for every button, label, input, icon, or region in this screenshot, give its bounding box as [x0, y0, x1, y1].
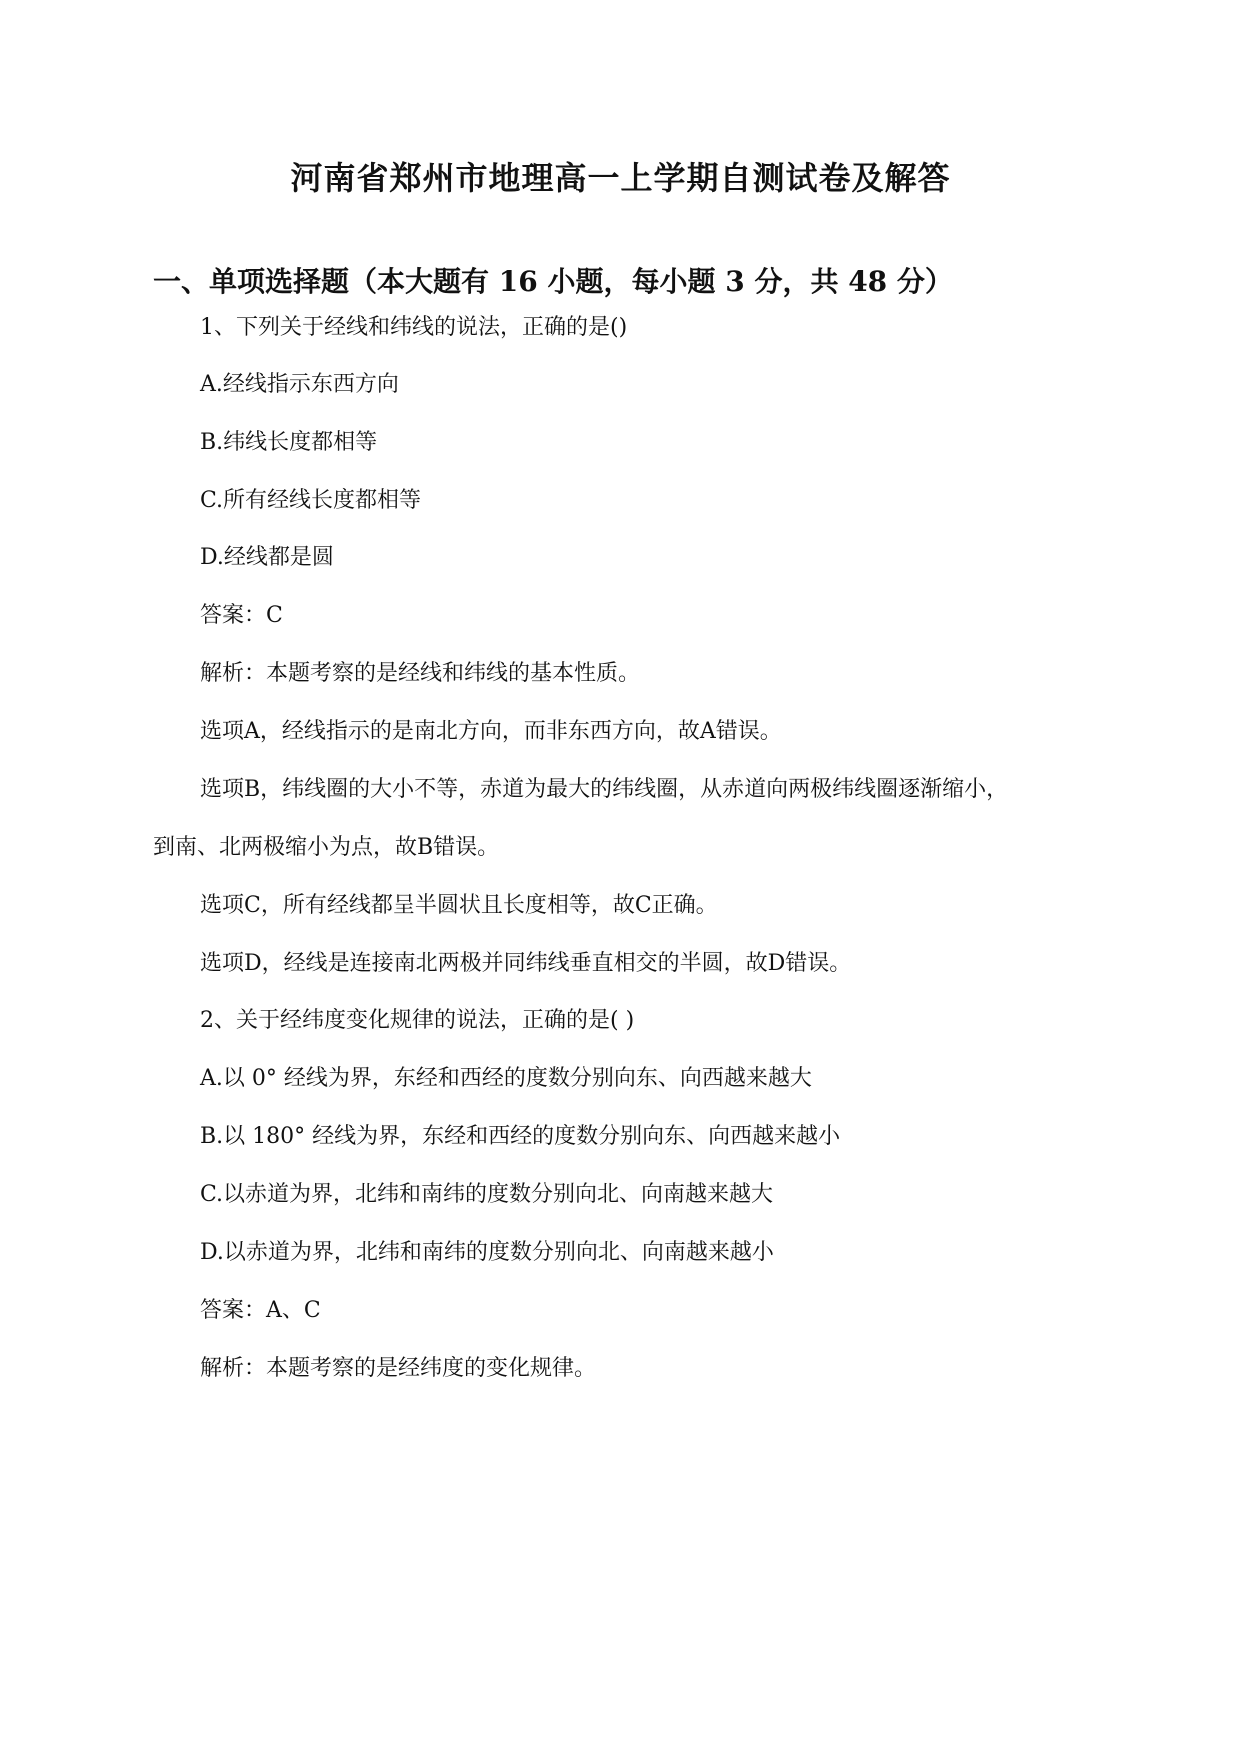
question-1-stem: 1、下列关于经线和纬线的说法，正确的是() [200, 315, 628, 340]
question-1-answer: 答案：C [200, 603, 283, 628]
question-2-stem: 2、关于经纬度变化规律的说法，正确的是( ) [200, 1008, 635, 1033]
document-title: 河南省郑州市地理高一上学期自测试卷及解答 [290, 159, 951, 197]
question-1-analysis: 解析：本题考察的是经线和纬线的基本性质。 [200, 661, 641, 686]
question-1-explain-c: 选项C，所有经线都呈半圆状且长度相等，故C正确。 [200, 893, 718, 918]
question-1-option-d: D.经线都是圆 [200, 545, 334, 570]
question-2-analysis: 解析：本题考察的是经纬度的变化规律。 [200, 1356, 597, 1381]
question-1-option-b: B.纬线长度都相等 [200, 430, 378, 455]
question-2-option-c: C.以赤道为界，北纬和南纬的度数分别向北、向南越来越大 [200, 1182, 774, 1207]
question-1-explain-d: 选项D，经线是连接南北两极并同纬线垂直相交的半圆，故D错误。 [200, 951, 852, 976]
question-2-option-b: B.以 180° 经线为界，东经和西经的度数分别向东、向西越来越小 [200, 1124, 841, 1149]
question-1-option-a: A.经线指示东西方向 [200, 372, 399, 397]
question-1-explain-b-line1: 选项B，纬线圈的大小不等，赤道为最大的纬线圈，从赤道向两极纬线圈逐渐缩小， [200, 777, 1009, 802]
question-1-explain-a: 选项A，经线指示的是南北方向，而非东西方向，故A错误。 [200, 719, 782, 744]
question-2-option-a: A.以 0° 经线为界，东经和西经的度数分别向东、向西越来越大 [200, 1066, 812, 1091]
section-heading: 一、单项选择题（本大题有 16 小题，每小题 3 分，共 48 分） [153, 265, 953, 298]
question-2-option-d: D.以赤道为界，北纬和南纬的度数分别向北、向南越来越小 [200, 1240, 774, 1265]
question-1-option-c: C.所有经线长度都相等 [200, 488, 422, 513]
question-1-explain-b-line2: 到南、北两极缩小为点，故B错误。 [153, 835, 500, 860]
question-2-answer: 答案：A、C [200, 1298, 321, 1323]
